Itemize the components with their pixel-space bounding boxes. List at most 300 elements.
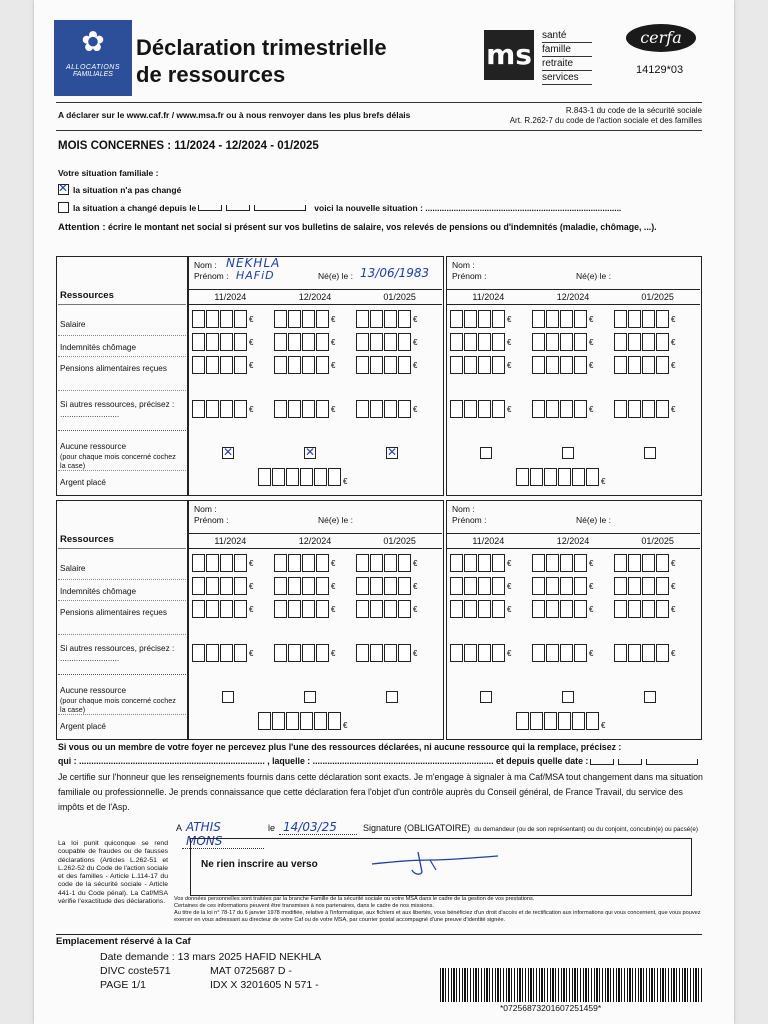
digit-box[interactable] [398,554,411,572]
digit-box[interactable] [492,400,505,418]
digit-box[interactable] [220,310,233,328]
argent-place-field[interactable] [516,468,605,486]
salaire-amount-field[interactable] [274,310,335,328]
digit-box[interactable] [370,333,383,351]
pensions-amount-field[interactable] [450,600,511,618]
digit-box[interactable] [544,468,557,486]
date-month-field[interactable] [226,205,250,211]
digit-box[interactable] [572,712,585,730]
digit-box[interactable] [398,310,411,328]
digit-box[interactable] [450,310,463,328]
digit-box[interactable] [574,400,587,418]
digit-box[interactable] [628,577,641,595]
digit-box[interactable] [288,644,301,662]
digit-box[interactable] [574,577,587,595]
digit-box[interactable] [328,712,341,730]
digit-box[interactable] [398,356,411,374]
digit-box[interactable] [220,554,233,572]
digit-box[interactable] [302,310,315,328]
digit-box[interactable] [656,400,669,418]
salaire-amount-field[interactable] [450,310,511,328]
digit-box[interactable] [560,644,573,662]
digit-box[interactable] [586,712,599,730]
argent-place-field[interactable] [516,712,605,730]
legal-ref-1: R.843-1 du code de la sécurité sociale [565,106,702,115]
digit-box[interactable] [656,600,669,618]
pensions-amount-field[interactable] [450,356,511,374]
digit-box[interactable] [220,333,233,351]
digit-box[interactable] [642,554,655,572]
digit-box[interactable] [516,468,529,486]
digit-box[interactable] [560,554,573,572]
digit-box[interactable] [206,644,219,662]
digit-box[interactable] [316,554,329,572]
digit-box[interactable] [328,468,341,486]
digit-box[interactable] [384,644,397,662]
digit-box[interactable] [656,577,669,595]
pensions-amount-field[interactable] [192,600,253,618]
digit-box[interactable] [288,577,301,595]
salaire-amount-field[interactable] [192,554,253,572]
digit-box[interactable] [572,468,585,486]
autres-amount-field[interactable] [356,644,417,662]
chomage-amount-field[interactable] [450,333,511,351]
digit-box[interactable] [356,356,369,374]
digit-box[interactable] [398,333,411,351]
digit-box[interactable] [192,554,205,572]
digit-box[interactable] [192,577,205,595]
digit-box[interactable] [450,644,463,662]
digit-box[interactable] [478,400,491,418]
digit-box[interactable] [274,554,287,572]
digit-box[interactable] [546,600,559,618]
pensions-amount-field[interactable] [356,356,417,374]
digit-box[interactable] [492,644,505,662]
digit-box[interactable] [628,310,641,328]
situation-unchanged-checkbox[interactable] [58,184,69,195]
nom-field[interactable]: NEKHLA [226,256,281,270]
chomage-amount-field[interactable] [356,577,417,595]
digit-box[interactable] [642,310,655,328]
digit-box[interactable] [574,644,587,662]
chomage-amount-field[interactable] [532,333,593,351]
digit-box[interactable] [558,712,571,730]
digit-box[interactable] [574,600,587,618]
situation-changed-row[interactable] [58,202,621,213]
digit-box[interactable] [300,712,313,730]
digit-box[interactable] [356,310,369,328]
digit-box[interactable] [450,333,463,351]
digit-box[interactable] [286,712,299,730]
digit-box[interactable] [532,333,545,351]
salaire-amount-field[interactable] [614,554,675,572]
digit-box[interactable] [398,577,411,595]
digit-box[interactable] [274,333,287,351]
digit-box[interactable] [546,554,559,572]
digit-box[interactable] [370,356,383,374]
digit-box[interactable] [316,400,329,418]
autres-amount-field[interactable] [614,400,675,418]
autres-amount-field[interactable] [192,400,253,418]
digit-box[interactable] [302,577,315,595]
aucune-ressource-checkbox[interactable] [644,447,656,459]
depuis-month-field[interactable] [618,759,642,765]
aucune-ressource-checkbox[interactable] [222,447,234,459]
digit-box[interactable] [560,310,573,328]
autres-amount-field[interactable] [450,400,511,418]
digit-box[interactable] [384,400,397,418]
digit-box[interactable] [274,644,287,662]
digit-box[interactable] [642,333,655,351]
digit-box[interactable] [206,310,219,328]
aucune-ressource-checkbox[interactable] [562,691,574,703]
digit-box[interactable] [234,356,247,374]
date-field[interactable]: 14/03/25 [279,820,357,835]
digit-box[interactable] [546,577,559,595]
digit-box[interactable] [220,577,233,595]
situation-changed-checkbox[interactable] [58,202,69,213]
chomage-amount-field[interactable] [192,333,253,351]
argent-place-field[interactable] [258,712,347,730]
prenom-field[interactable]: HAFiD [236,269,275,282]
aucune-ressource-checkbox[interactable] [480,691,492,703]
digit-box[interactable] [288,356,301,374]
digit-box[interactable] [546,644,559,662]
digit-box[interactable] [642,356,655,374]
digit-box[interactable] [192,644,205,662]
digit-box[interactable] [478,554,491,572]
chomage-amount-field[interactable] [356,333,417,351]
digit-box[interactable] [492,356,505,374]
digit-box[interactable] [258,468,271,486]
digit-box[interactable] [192,310,205,328]
digit-box[interactable] [574,333,587,351]
birthdate-field[interactable]: 13/06/1983 [360,266,430,280]
digit-box[interactable] [192,356,205,374]
digit-box[interactable] [272,712,285,730]
digit-box[interactable] [478,333,491,351]
chomage-amount-field[interactable] [614,333,675,351]
digit-box[interactable] [478,644,491,662]
digit-box[interactable] [288,600,301,618]
autres-amount-field[interactable] [614,644,675,662]
aucune-ressource-checkbox[interactable] [386,447,398,459]
salaire-amount-field[interactable] [356,554,417,572]
digit-box[interactable] [546,356,559,374]
digit-box[interactable] [316,333,329,351]
digit-box[interactable] [288,310,301,328]
digit-box[interactable] [574,554,587,572]
digit-box[interactable] [574,356,587,374]
chomage-amount-field[interactable] [532,577,593,595]
digit-box[interactable] [316,577,329,595]
digit-box[interactable] [546,400,559,418]
digit-box[interactable] [560,356,573,374]
qui-row[interactable] [58,754,706,769]
digit-box[interactable] [614,554,627,572]
digit-box[interactable] [560,333,573,351]
digit-box[interactable] [628,356,641,374]
digit-box[interactable] [384,310,397,328]
digit-box[interactable] [642,644,655,662]
digit-box[interactable] [546,333,559,351]
digit-box[interactable] [560,600,573,618]
digit-box[interactable] [274,400,287,418]
digit-box[interactable] [586,468,599,486]
digit-box[interactable] [656,333,669,351]
autres-amount-field[interactable] [274,644,335,662]
aucune-ressource-checkbox[interactable] [480,447,492,459]
aucune-ressource-checkbox[interactable] [644,691,656,703]
digit-box[interactable] [574,310,587,328]
salaire-amount-field[interactable] [450,554,511,572]
digit-box[interactable] [628,600,641,618]
digit-box[interactable] [356,333,369,351]
digit-box[interactable] [234,554,247,572]
digit-box[interactable] [300,468,313,486]
digit-box[interactable] [478,356,491,374]
digit-box[interactable] [450,577,463,595]
digit-box[interactable] [478,577,491,595]
digit-box[interactable] [560,400,573,418]
digit-box[interactable] [492,554,505,572]
digit-box[interactable] [492,310,505,328]
digit-box[interactable] [234,577,247,595]
autres-amount-field[interactable] [532,400,593,418]
digit-box[interactable] [532,600,545,618]
digit-box[interactable] [450,600,463,618]
digit-box[interactable] [314,468,327,486]
digit-box[interactable] [370,600,383,618]
digit-box[interactable] [656,554,669,572]
digit-box[interactable] [532,644,545,662]
digit-box[interactable] [192,333,205,351]
digit-box[interactable] [384,356,397,374]
chomage-amount-field[interactable] [274,333,335,351]
chomage-amount-field[interactable] [450,577,511,595]
aucune-ressource-checkbox[interactable] [386,691,398,703]
aucune-ressource-checkbox[interactable] [222,691,234,703]
digit-box[interactable] [234,400,247,418]
digit-box[interactable] [478,310,491,328]
pensions-amount-field[interactable] [274,600,335,618]
digit-box[interactable] [532,554,545,572]
digit-box[interactable] [464,310,477,328]
digit-box[interactable] [384,333,397,351]
digit-box[interactable] [220,644,233,662]
digit-box[interactable] [274,310,287,328]
aucune-ressource-checkbox[interactable] [304,691,316,703]
digit-box[interactable] [614,577,627,595]
digit-box[interactable] [450,554,463,572]
msa-word: famille [542,43,592,57]
digit-box[interactable] [558,468,571,486]
digit-box[interactable] [356,644,369,662]
date-day-field[interactable] [198,205,222,211]
digit-box[interactable] [642,577,655,595]
depuis-year-field[interactable] [646,759,698,765]
digit-box[interactable] [206,600,219,618]
digit-box[interactable] [546,310,559,328]
digit-box[interactable] [192,400,205,418]
digit-box[interactable] [464,400,477,418]
digit-box[interactable] [234,644,247,662]
qui-laquelle-fields[interactable]: qui : ............................................................................ , laquelle : .......................................................................... et depuis quelle date : [58,756,589,766]
salaire-amount-field[interactable] [274,554,335,572]
digit-box[interactable] [220,600,233,618]
digit-box[interactable] [288,333,301,351]
digit-box[interactable] [656,356,669,374]
pensions-amount-field[interactable] [614,356,675,374]
digit-box[interactable] [628,554,641,572]
digit-box[interactable] [274,356,287,374]
date-year-field[interactable] [254,205,306,211]
digit-box[interactable] [272,468,285,486]
autres-amount-field[interactable] [450,644,511,662]
digit-box[interactable] [532,356,545,374]
digit-box[interactable] [398,600,411,618]
digit-box[interactable] [560,577,573,595]
situation-unchanged-row[interactable] [58,184,181,195]
digit-box[interactable] [302,644,315,662]
digit-box[interactable] [206,356,219,374]
digit-box[interactable] [464,577,477,595]
digit-box[interactable] [302,356,315,374]
digit-box[interactable] [544,712,557,730]
digit-box[interactable] [234,333,247,351]
chomage-amount-field[interactable] [192,577,253,595]
pensions-amount-field[interactable] [192,356,253,374]
digit-box[interactable] [614,644,627,662]
digit-box[interactable] [384,600,397,618]
autres-amount-field[interactable] [274,400,335,418]
salaire-amount-field[interactable] [614,310,675,328]
digit-box[interactable] [656,310,669,328]
digit-box[interactable] [628,400,641,418]
digit-box[interactable] [532,310,545,328]
digit-box[interactable] [192,600,205,618]
digit-box[interactable] [464,554,477,572]
salaire-amount-field[interactable] [532,310,593,328]
digit-box[interactable] [530,468,543,486]
digit-box[interactable] [274,577,287,595]
digit-box[interactable] [614,400,627,418]
digit-box[interactable] [356,400,369,418]
digit-box[interactable] [302,333,315,351]
digit-box[interactable] [478,600,491,618]
autres-amount-field[interactable] [356,400,417,418]
digit-box[interactable] [628,333,641,351]
digit-box[interactable] [302,400,315,418]
chomage-amount-field[interactable] [274,577,335,595]
argent-place-field[interactable] [258,468,347,486]
digit-box[interactable] [286,468,299,486]
digit-box[interactable] [628,644,641,662]
digit-box[interactable] [384,554,397,572]
new-situation-field[interactable]: voici la nouvelle situation : ................................................................................... [314,202,622,213]
digit-box[interactable] [398,400,411,418]
digit-box[interactable] [302,554,315,572]
chomage-amount-field[interactable] [614,577,675,595]
digit-box[interactable] [220,356,233,374]
digit-box[interactable] [206,333,219,351]
digit-box[interactable] [614,310,627,328]
digit-box[interactable] [492,600,505,618]
digit-box[interactable] [288,554,301,572]
digit-box[interactable] [316,644,329,662]
digit-box[interactable] [370,400,383,418]
digit-box[interactable] [384,577,397,595]
digit-box[interactable] [370,577,383,595]
digit-box[interactable] [316,356,329,374]
digit-box[interactable] [642,400,655,418]
digit-box[interactable] [206,400,219,418]
digit-box[interactable] [656,644,669,662]
autres-amount-field[interactable] [532,644,593,662]
digit-box[interactable] [370,644,383,662]
place-field[interactable]: ATHIS MONS [182,820,264,849]
digit-box[interactable] [492,577,505,595]
digit-box[interactable] [642,600,655,618]
aucune-ressource-checkbox[interactable] [304,447,316,459]
digit-box[interactable] [614,333,627,351]
digit-box[interactable] [314,712,327,730]
digit-box[interactable] [464,333,477,351]
digit-box[interactable] [532,400,545,418]
digit-box[interactable] [464,600,477,618]
digit-box[interactable] [370,554,383,572]
digit-box[interactable] [450,400,463,418]
digit-box[interactable] [464,644,477,662]
pensions-amount-field[interactable] [614,600,675,618]
digit-box[interactable] [206,554,219,572]
digit-box[interactable] [614,600,627,618]
digit-box[interactable] [464,356,477,374]
digit-box[interactable] [258,712,271,730]
digit-box[interactable] [614,356,627,374]
digit-box[interactable] [532,577,545,595]
digit-box[interactable] [274,600,287,618]
salaire-amount-field[interactable] [532,554,593,572]
depuis-day-field[interactable] [590,759,614,765]
digit-box[interactable] [206,577,219,595]
digit-box[interactable] [288,400,301,418]
autres-amount-field[interactable] [192,644,253,662]
aucune-ressource-checkbox[interactable] [562,447,574,459]
pensions-amount-field[interactable] [532,356,593,374]
digit-box[interactable] [316,600,329,618]
digit-box[interactable] [398,644,411,662]
digit-box[interactable] [370,310,383,328]
digit-box[interactable] [516,712,529,730]
digit-box[interactable] [234,310,247,328]
digit-box[interactable] [220,400,233,418]
digit-box[interactable] [450,356,463,374]
digit-box[interactable] [316,310,329,328]
digit-box[interactable] [234,600,247,618]
salaire-amount-field[interactable] [192,310,253,328]
digit-box[interactable] [356,554,369,572]
digit-box[interactable] [356,600,369,618]
digit-box[interactable] [492,333,505,351]
pensions-amount-field[interactable] [274,356,335,374]
pensions-amount-field[interactable] [356,600,417,618]
digit-box[interactable] [530,712,543,730]
digit-box[interactable] [302,600,315,618]
salaire-amount-field[interactable] [356,310,417,328]
pensions-amount-field[interactable] [532,600,593,618]
digit-box[interactable] [356,577,369,595]
